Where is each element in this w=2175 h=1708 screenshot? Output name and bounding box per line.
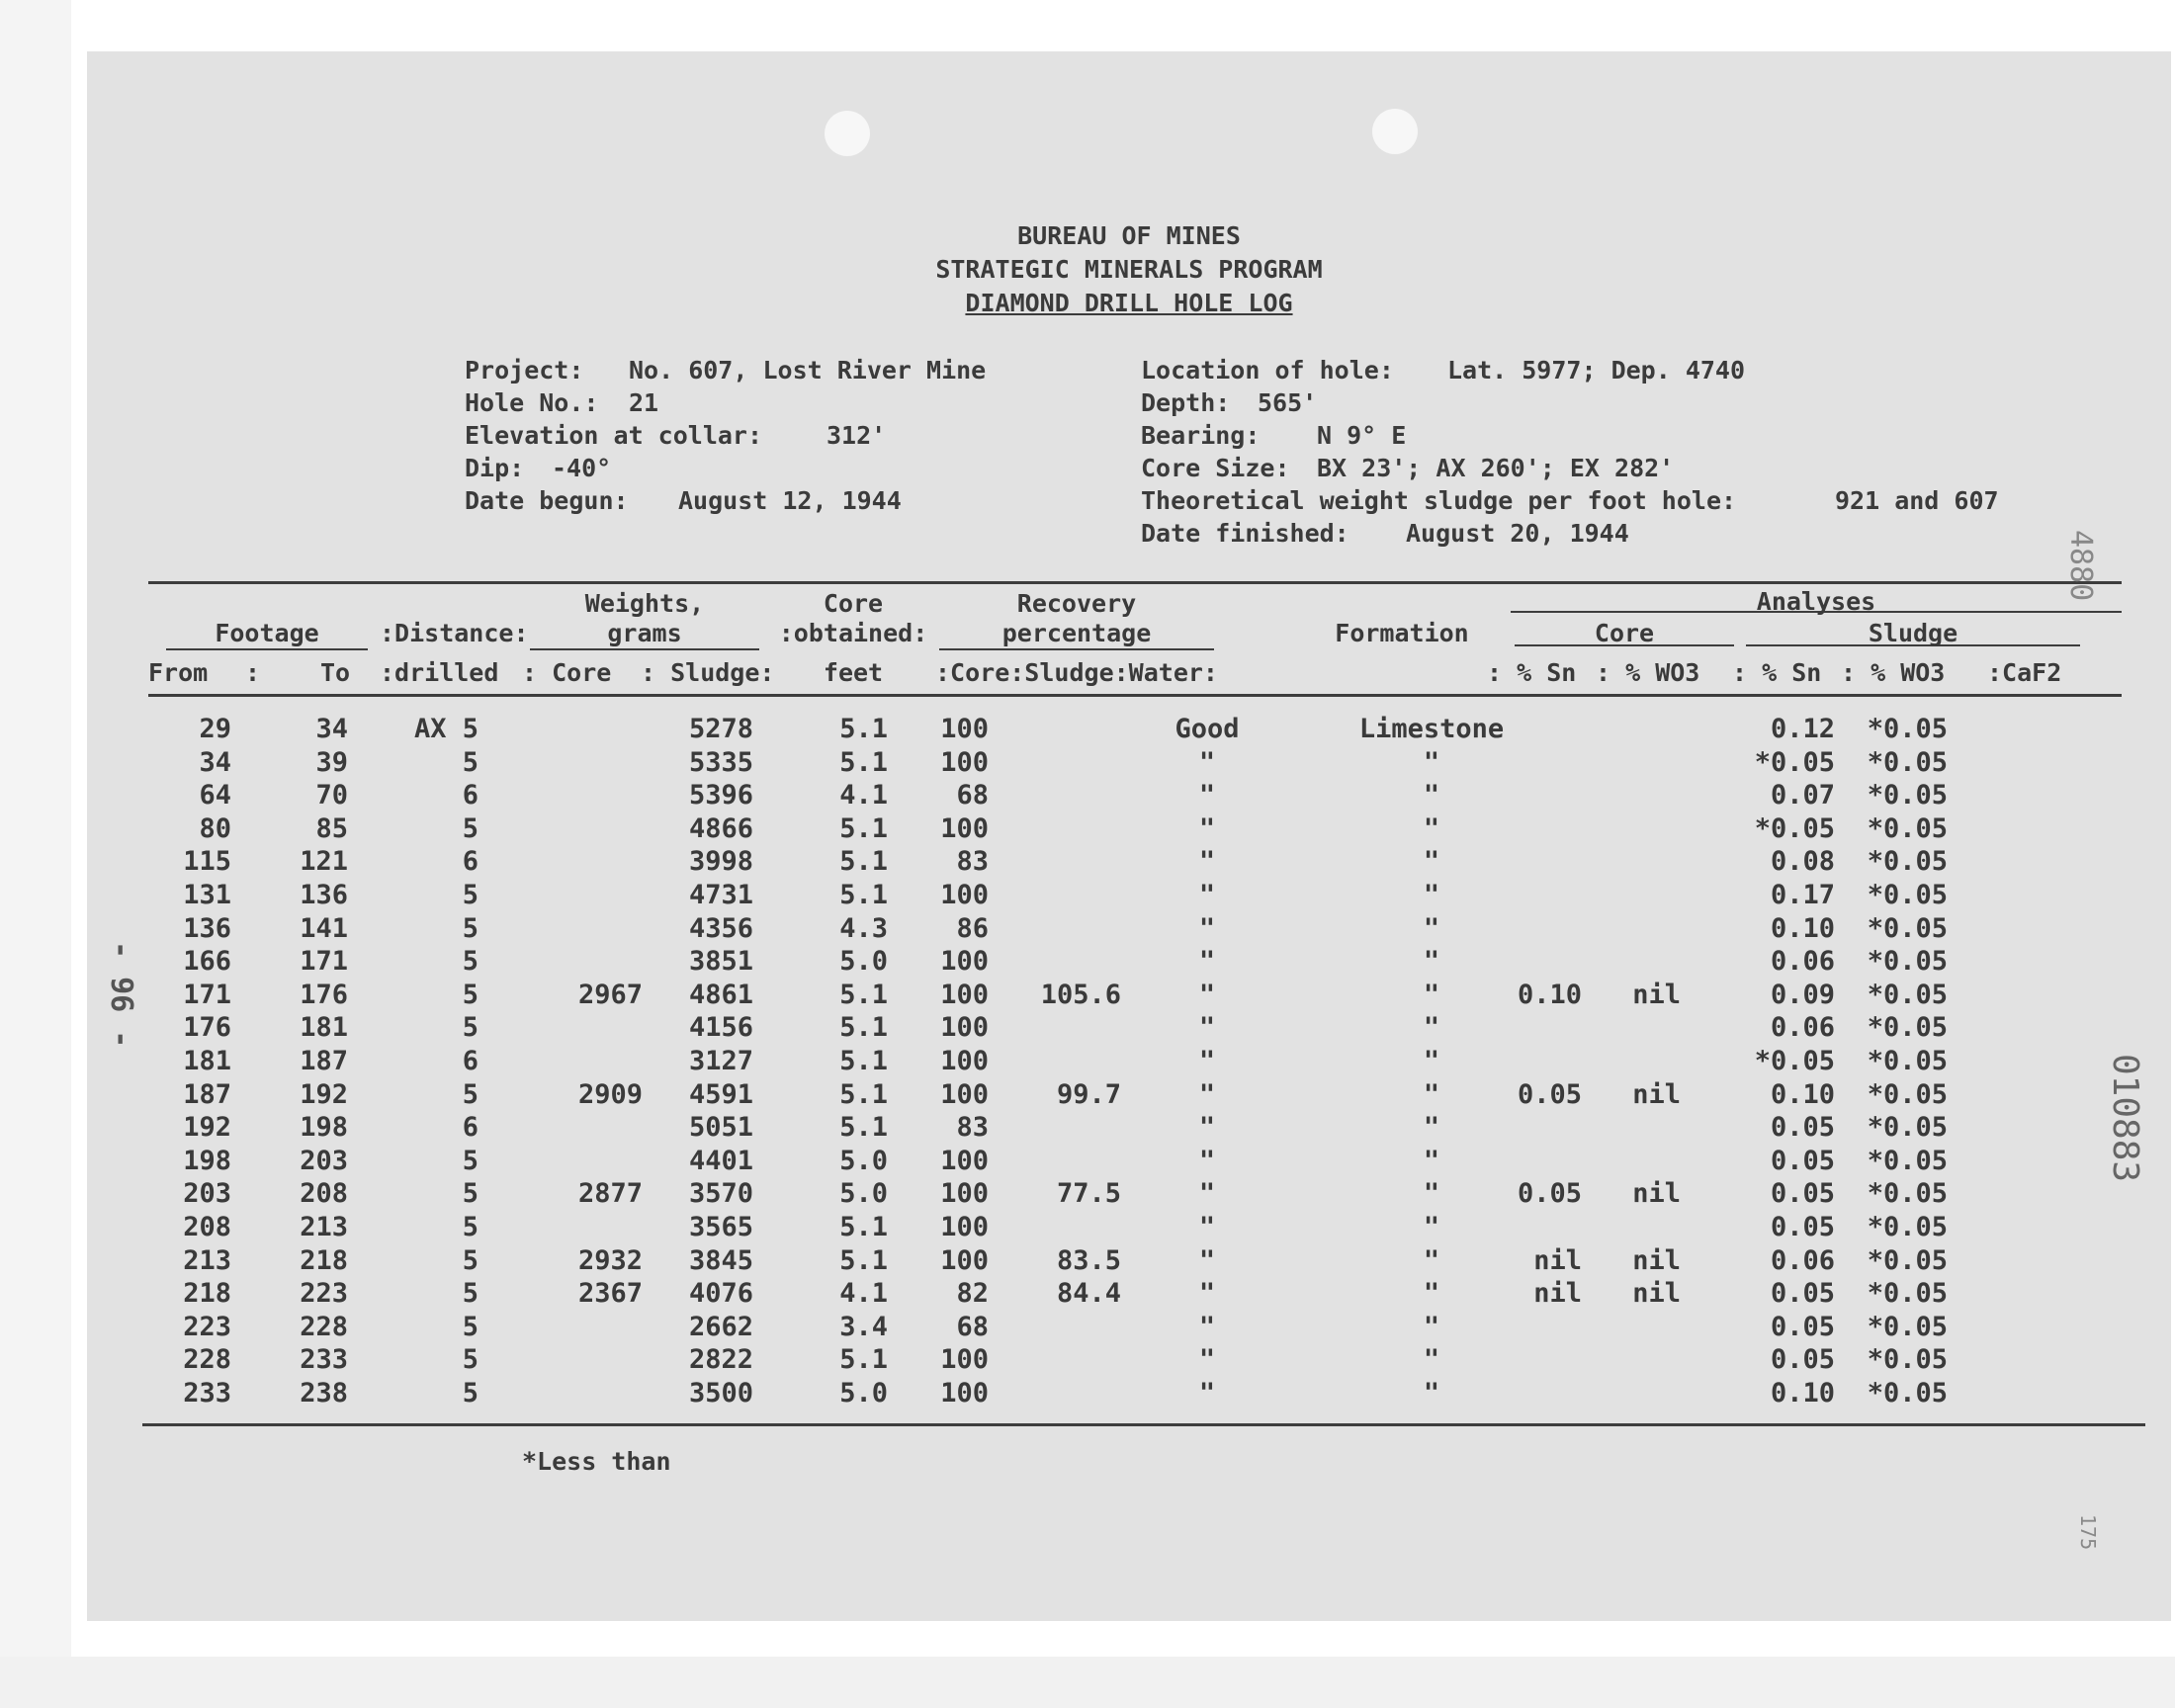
cell-to: 176: [300, 979, 348, 1010]
col-from: From: [148, 658, 209, 687]
cell-ssn: 0.10: [1770, 912, 1835, 944]
cell-dist: 5: [462, 979, 478, 1010]
col-analyses: Analyses: [1756, 587, 1876, 616]
cell-from: 131: [183, 880, 231, 910]
cell-wcore: 2909: [577, 1078, 643, 1110]
header-bottom-rule: [148, 694, 2122, 697]
cell-ssn: 0.06: [1770, 1012, 1835, 1044]
cell-water: ": [1198, 1046, 1216, 1076]
cell-water: ": [1198, 1078, 1216, 1110]
cell-formation: ": [1423, 979, 1440, 1010]
cell-rcore: 100: [940, 1344, 989, 1376]
info-label: Elevation at collar:: [465, 421, 763, 450]
weights-rule: [530, 648, 759, 650]
col-recovery-percentage: percentage: [1001, 619, 1152, 647]
cell-to: 141: [300, 912, 348, 944]
info-value: -40°: [552, 454, 612, 482]
cell-rcore: 100: [940, 1012, 989, 1044]
agency-heading: BUREAU OF MINES: [1017, 221, 1241, 250]
cell-to: 213: [300, 1212, 348, 1242]
cell-from: 213: [183, 1244, 231, 1276]
cell-wcore: 2932: [577, 1244, 643, 1276]
cell-from: 228: [183, 1344, 231, 1376]
cell-to: 136: [300, 880, 348, 910]
cell-feet: 5.1: [839, 1344, 888, 1376]
cell-rcore: 83: [956, 846, 989, 878]
cell-formation: ": [1423, 946, 1440, 978]
cell-to: 238: [300, 1378, 348, 1409]
cell-swo3: *0.05: [1867, 1112, 1948, 1144]
cell-formation: ": [1423, 812, 1440, 844]
col-weight-core: : Core: [522, 658, 612, 687]
cell-from: 218: [183, 1278, 231, 1310]
cell-wsludge: 3851: [688, 946, 753, 978]
cell-feet: 5.1: [839, 1046, 888, 1076]
cell-wsludge: 2822: [688, 1344, 753, 1376]
cell-dist: 5: [462, 946, 478, 978]
cell-rcore: 100: [940, 979, 989, 1010]
cell-dist: 5: [462, 912, 478, 944]
cell-from: 115: [183, 846, 231, 878]
col-formation: Formation: [1335, 619, 1469, 647]
cell-swo3: *0.05: [1867, 1012, 1948, 1044]
cell-wcore: 2367: [577, 1278, 643, 1310]
cell-wsludge: 4076: [688, 1278, 753, 1310]
cell-rcore: 68: [956, 780, 989, 811]
cell-swo3: *0.05: [1867, 714, 1948, 744]
cell-rcore: 68: [956, 1311, 989, 1342]
info-label: Theoretical weight sludge per foot hole:: [1141, 486, 1737, 515]
cell-to: 192: [300, 1078, 348, 1110]
col-sep: :: [245, 658, 261, 687]
cell-swo3: *0.05: [1867, 1278, 1948, 1310]
cell-formation: ": [1423, 1112, 1440, 1144]
cell-feet: 5.1: [839, 1078, 888, 1110]
recovery-rule: [939, 648, 1214, 650]
col-distance-drilled: :drilled: [380, 658, 499, 687]
cell-formation: ": [1423, 780, 1440, 811]
cell-dist: 5: [462, 1278, 478, 1310]
cell-cwo3: nil: [1632, 979, 1681, 1010]
info-value: N 9° E: [1317, 421, 1407, 450]
cell-ssn: 0.05: [1770, 1212, 1835, 1242]
cell-dist: 5: [462, 880, 478, 910]
punch-hole-left: [825, 111, 870, 156]
cell-water: ": [1198, 912, 1216, 944]
cell-from: 80: [199, 812, 231, 844]
cell-rcore: 82: [956, 1278, 989, 1310]
cell-to: 39: [315, 746, 348, 778]
cell-from: 233: [183, 1378, 231, 1409]
info-value: 312': [826, 421, 887, 450]
cell-wcore: 2967: [577, 979, 643, 1010]
cell-feet: 5.1: [839, 880, 888, 910]
cell-swo3: *0.05: [1867, 1212, 1948, 1242]
cell-to: 171: [300, 946, 348, 978]
scan-margin-bottom: [0, 1657, 2175, 1708]
cell-wsludge: 5335: [688, 746, 753, 778]
col-sludge-caf2: :CaF2: [1987, 658, 2062, 687]
cell-formation: Limestone: [1358, 714, 1505, 744]
cell-wsludge: 2662: [688, 1311, 753, 1342]
cell-ssn: 0.05: [1770, 1178, 1835, 1210]
cell-rcore: 86: [956, 912, 989, 944]
col-core-obtained-2: :obtained:: [778, 619, 928, 647]
info-label: Core Size:: [1141, 454, 1290, 482]
cell-swo3: *0.05: [1867, 846, 1948, 878]
cell-wsludge: 3570: [688, 1178, 753, 1210]
cell-rcore: 83: [956, 1112, 989, 1144]
info-label: Depth:: [1141, 388, 1231, 417]
info-value: August 12, 1944: [678, 486, 902, 515]
cell-cwo3: nil: [1632, 1244, 1681, 1276]
cell-wsludge: 4156: [688, 1012, 753, 1044]
cell-feet: 5.0: [839, 1145, 888, 1176]
cell-ssn: 0.07: [1770, 780, 1835, 811]
cell-feet: 5.1: [839, 846, 888, 878]
cell-water: ": [1198, 880, 1216, 910]
info-value: 565': [1258, 388, 1318, 417]
cell-swo3: *0.05: [1867, 746, 1948, 778]
info-label: Date begun:: [465, 486, 629, 515]
cell-dist: 6: [462, 1112, 478, 1144]
info-label: Project:: [465, 356, 584, 384]
cell-wsludge: 4866: [688, 812, 753, 844]
cell-to: 228: [300, 1311, 348, 1342]
cell-feet: 4.1: [839, 1278, 888, 1310]
page-number: - 96 -: [104, 941, 138, 1049]
cell-water: ": [1198, 1244, 1216, 1276]
cell-swo3: *0.05: [1867, 1046, 1948, 1076]
cell-rsludge: 83.5: [1056, 1244, 1121, 1276]
cell-swo3: *0.05: [1867, 880, 1948, 910]
cell-rcore: 100: [940, 946, 989, 978]
cell-ssn: 0.17: [1770, 880, 1835, 910]
cell-water: ": [1198, 946, 1216, 978]
info-value: BX 23'; AX 260'; EX 282': [1317, 454, 1675, 482]
cell-formation: ": [1423, 1212, 1440, 1242]
cell-rcore: 100: [940, 1212, 989, 1242]
cell-ssn: 0.08: [1770, 846, 1835, 878]
col-core-obtained: Core: [823, 589, 884, 618]
info-value: August 20, 1944: [1406, 519, 1629, 548]
table-top-rule: [148, 581, 2122, 584]
cell-formation: ": [1423, 846, 1440, 878]
cell-rcore: 100: [940, 1078, 989, 1110]
cell-feet: 5.0: [839, 1178, 888, 1210]
cell-cwo3: nil: [1632, 1078, 1681, 1110]
cell-rcore: 100: [940, 880, 989, 910]
col-weights: Weights,: [584, 589, 705, 618]
col-distance: :Distance:: [380, 619, 529, 647]
cell-ssn: 0.06: [1770, 946, 1835, 978]
cell-csn: 0.05: [1517, 1078, 1582, 1110]
cell-formation: ": [1423, 1344, 1440, 1376]
table-bottom-rule: [142, 1423, 2145, 1426]
footage-rule: [166, 648, 368, 650]
cell-formation: ": [1423, 880, 1440, 910]
cell-dist: 5: [462, 746, 478, 778]
col-analyses-sludge: Sludge: [1868, 619, 1958, 647]
col-core-feet: feet: [823, 658, 884, 687]
cell-from: 136: [183, 912, 231, 944]
cell-feet: 3.4: [839, 1311, 888, 1342]
cell-swo3: *0.05: [1867, 912, 1948, 944]
cell-from: 198: [183, 1145, 231, 1176]
cell-to: 121: [300, 846, 348, 878]
cell-water: ": [1198, 1178, 1216, 1210]
cell-rsludge: 77.5: [1056, 1178, 1121, 1210]
cell-dist: 5: [462, 1145, 478, 1176]
info-value: 921 and 607: [1835, 486, 1999, 515]
cell-formation: ": [1423, 912, 1440, 944]
cell-water: ": [1198, 1311, 1216, 1342]
col-recovery-sub: :Core:Sludge:Water:: [935, 658, 1218, 687]
col-core-sn: : % Sn: [1487, 658, 1577, 687]
cell-dist: AX 5: [413, 714, 478, 744]
cell-wsludge: 4591: [688, 1078, 753, 1110]
cell-from: 203: [183, 1178, 231, 1210]
cell-from: 223: [183, 1311, 231, 1342]
document-sheet: [87, 51, 2171, 1621]
footnote: *Less than: [522, 1447, 671, 1476]
col-to: To: [320, 658, 351, 687]
cell-from: 166: [183, 946, 231, 978]
cell-formation: ": [1423, 746, 1440, 778]
cell-feet: 5.1: [839, 979, 888, 1010]
cell-feet: 5.1: [839, 1112, 888, 1144]
cell-water: ": [1198, 1278, 1216, 1310]
col-sludge-sn: : % Sn: [1732, 658, 1822, 687]
cell-ssn: 0.05: [1770, 1344, 1835, 1376]
cell-from: 176: [183, 1012, 231, 1044]
cell-dist: 5: [462, 1311, 478, 1342]
info-label: Date finished:: [1141, 519, 1349, 548]
cell-ssn: *0.05: [1754, 812, 1835, 844]
cell-swo3: *0.05: [1867, 1378, 1948, 1409]
cell-swo3: *0.05: [1867, 1178, 1948, 1210]
cell-ssn: 0.06: [1770, 1244, 1835, 1276]
cell-wsludge: 4401: [688, 1145, 753, 1176]
cell-to: 203: [300, 1145, 348, 1176]
cell-water: ": [1198, 1378, 1216, 1409]
cell-from: 171: [183, 979, 231, 1010]
cell-wsludge: 4861: [688, 979, 753, 1010]
cell-water: ": [1198, 979, 1216, 1010]
cell-wsludge: 5278: [688, 714, 753, 744]
cell-ssn: 0.05: [1770, 1311, 1835, 1342]
cell-swo3: *0.05: [1867, 1244, 1948, 1276]
cell-rcore: 100: [940, 746, 989, 778]
cell-from: 208: [183, 1212, 231, 1242]
cell-ssn: 0.10: [1770, 1078, 1835, 1110]
cell-formation: ": [1423, 1178, 1440, 1210]
cell-ssn: *0.05: [1754, 1046, 1835, 1076]
cell-feet: 5.1: [839, 812, 888, 844]
cell-ssn: 0.12: [1770, 714, 1835, 744]
cell-swo3: *0.05: [1867, 780, 1948, 811]
cell-from: 181: [183, 1046, 231, 1076]
col-sludge-wo3: : % WO3: [1841, 658, 1946, 687]
cell-feet: 4.1: [839, 780, 888, 811]
punch-hole-right: [1372, 109, 1418, 154]
cell-csn: 0.05: [1517, 1178, 1582, 1210]
cell-dist: 6: [462, 780, 478, 811]
cell-to: 223: [300, 1278, 348, 1310]
info-label: Location of hole:: [1141, 356, 1394, 384]
cell-to: 218: [300, 1244, 348, 1276]
cell-wcore: 2877: [577, 1178, 643, 1210]
cell-dist: 5: [462, 1344, 478, 1376]
cell-dist: 6: [462, 1046, 478, 1076]
cell-rcore: 100: [940, 1244, 989, 1276]
cell-water: ": [1198, 846, 1216, 878]
cell-wsludge: 5051: [688, 1112, 753, 1144]
cell-water: ": [1198, 746, 1216, 778]
cell-cwo3: nil: [1632, 1278, 1681, 1310]
cell-swo3: *0.05: [1867, 946, 1948, 978]
cell-rsludge: 99.7: [1056, 1078, 1121, 1110]
cell-to: 233: [300, 1344, 348, 1376]
cell-wsludge: 4356: [688, 912, 753, 944]
cell-formation: ": [1423, 1145, 1440, 1176]
cell-water: Good: [1174, 714, 1240, 744]
cell-wsludge: 3500: [688, 1378, 753, 1409]
cell-water: ": [1198, 812, 1216, 844]
col-weight-sludge: : Sludge:: [641, 658, 775, 687]
cell-formation: ": [1423, 1311, 1440, 1342]
info-value: No. 607, Lost River Mine: [629, 356, 987, 384]
cell-feet: 5.1: [839, 746, 888, 778]
col-analyses-core: Core: [1594, 619, 1655, 647]
cell-wsludge: 4731: [688, 880, 753, 910]
cell-to: 198: [300, 1112, 348, 1144]
cell-formation: ": [1423, 1046, 1440, 1076]
cell-dist: 5: [462, 1178, 478, 1210]
cell-csn: nil: [1533, 1244, 1582, 1276]
cell-from: 29: [199, 714, 231, 744]
cell-rcore: 100: [940, 714, 989, 744]
cell-ssn: 0.05: [1770, 1278, 1835, 1310]
cell-dist: 5: [462, 1244, 478, 1276]
cell-to: 181: [300, 1012, 348, 1044]
cell-swo3: *0.05: [1867, 979, 1948, 1010]
cell-dist: 5: [462, 1012, 478, 1044]
cell-water: ": [1198, 1012, 1216, 1044]
cell-rcore: 100: [940, 1046, 989, 1076]
cell-rcore: 100: [940, 812, 989, 844]
cell-wsludge: 3127: [688, 1046, 753, 1076]
cell-feet: 4.3: [839, 912, 888, 944]
corner-mark: 175: [2076, 1514, 2100, 1551]
cell-rcore: 100: [940, 1178, 989, 1210]
cell-swo3: *0.05: [1867, 1078, 1948, 1110]
cell-formation: ": [1423, 1278, 1440, 1310]
cell-csn: nil: [1533, 1278, 1582, 1310]
cell-feet: 5.1: [839, 714, 888, 744]
cell-water: ": [1198, 1145, 1216, 1176]
cell-swo3: *0.05: [1867, 1145, 1948, 1176]
cell-formation: ": [1423, 1012, 1440, 1044]
col-weights-grams: grams: [607, 619, 682, 647]
cell-to: 85: [315, 812, 348, 844]
archive-stamp: 4880: [2063, 530, 2098, 602]
cell-feet: 5.0: [839, 1378, 888, 1409]
info-label: Bearing:: [1141, 421, 1261, 450]
cell-cwo3: nil: [1632, 1178, 1681, 1210]
cell-ssn: 0.05: [1770, 1112, 1835, 1144]
info-label: Dip:: [465, 454, 525, 482]
cell-wsludge: 5396: [688, 780, 753, 811]
cell-feet: 5.0: [839, 946, 888, 978]
cell-wsludge: 3565: [688, 1212, 753, 1242]
cell-dist: 6: [462, 846, 478, 878]
col-recovery: Recovery: [1016, 589, 1137, 618]
cell-formation: ": [1423, 1244, 1440, 1276]
cell-from: 64: [199, 780, 231, 811]
cell-ssn: *0.05: [1754, 746, 1835, 778]
archive-number: 010883: [2105, 1054, 2145, 1183]
cell-water: ": [1198, 780, 1216, 811]
cell-ssn: 0.09: [1770, 979, 1835, 1010]
cell-ssn: 0.10: [1770, 1378, 1835, 1409]
cell-rcore: 100: [940, 1145, 989, 1176]
cell-rsludge: 84.4: [1056, 1278, 1121, 1310]
cell-swo3: *0.05: [1867, 812, 1948, 844]
cell-to: 70: [315, 780, 348, 811]
cell-rsludge: 105.6: [1040, 979, 1121, 1010]
cell-wsludge: 3998: [688, 846, 753, 878]
cell-swo3: *0.05: [1867, 1344, 1948, 1376]
cell-dist: 5: [462, 1212, 478, 1242]
cell-water: ": [1198, 1212, 1216, 1242]
info-value: 21: [629, 388, 659, 417]
cell-formation: ": [1423, 1378, 1440, 1409]
cell-dist: 5: [462, 812, 478, 844]
cell-from: 187: [183, 1078, 231, 1110]
cell-dist: 5: [462, 1378, 478, 1409]
info-value: Lat. 5977; Dep. 4740: [1447, 356, 1746, 384]
cell-from: 34: [199, 746, 231, 778]
cell-water: ": [1198, 1344, 1216, 1376]
cell-to: 208: [300, 1178, 348, 1210]
col-footage: Footage: [215, 619, 319, 647]
cell-water: ": [1198, 1112, 1216, 1144]
cell-swo3: *0.05: [1867, 1311, 1948, 1342]
cell-rcore: 100: [940, 1378, 989, 1409]
scan-margin-left: [0, 0, 71, 1708]
cell-feet: 5.1: [839, 1212, 888, 1242]
cell-feet: 5.1: [839, 1012, 888, 1044]
col-core-wo3: : % WO3: [1596, 658, 1700, 687]
cell-ssn: 0.05: [1770, 1145, 1835, 1176]
cell-csn: 0.10: [1517, 979, 1582, 1010]
cell-to: 187: [300, 1046, 348, 1076]
program-heading: STRATEGIC MINERALS PROGRAM: [935, 255, 1323, 284]
cell-feet: 5.1: [839, 1244, 888, 1276]
cell-formation: ": [1423, 1078, 1440, 1110]
cell-from: 192: [183, 1112, 231, 1144]
document-title: DIAMOND DRILL HOLE LOG: [965, 289, 1293, 317]
cell-dist: 5: [462, 1078, 478, 1110]
cell-to: 34: [315, 714, 348, 744]
info-label: Hole No.:: [465, 388, 599, 417]
cell-wsludge: 3845: [688, 1244, 753, 1276]
